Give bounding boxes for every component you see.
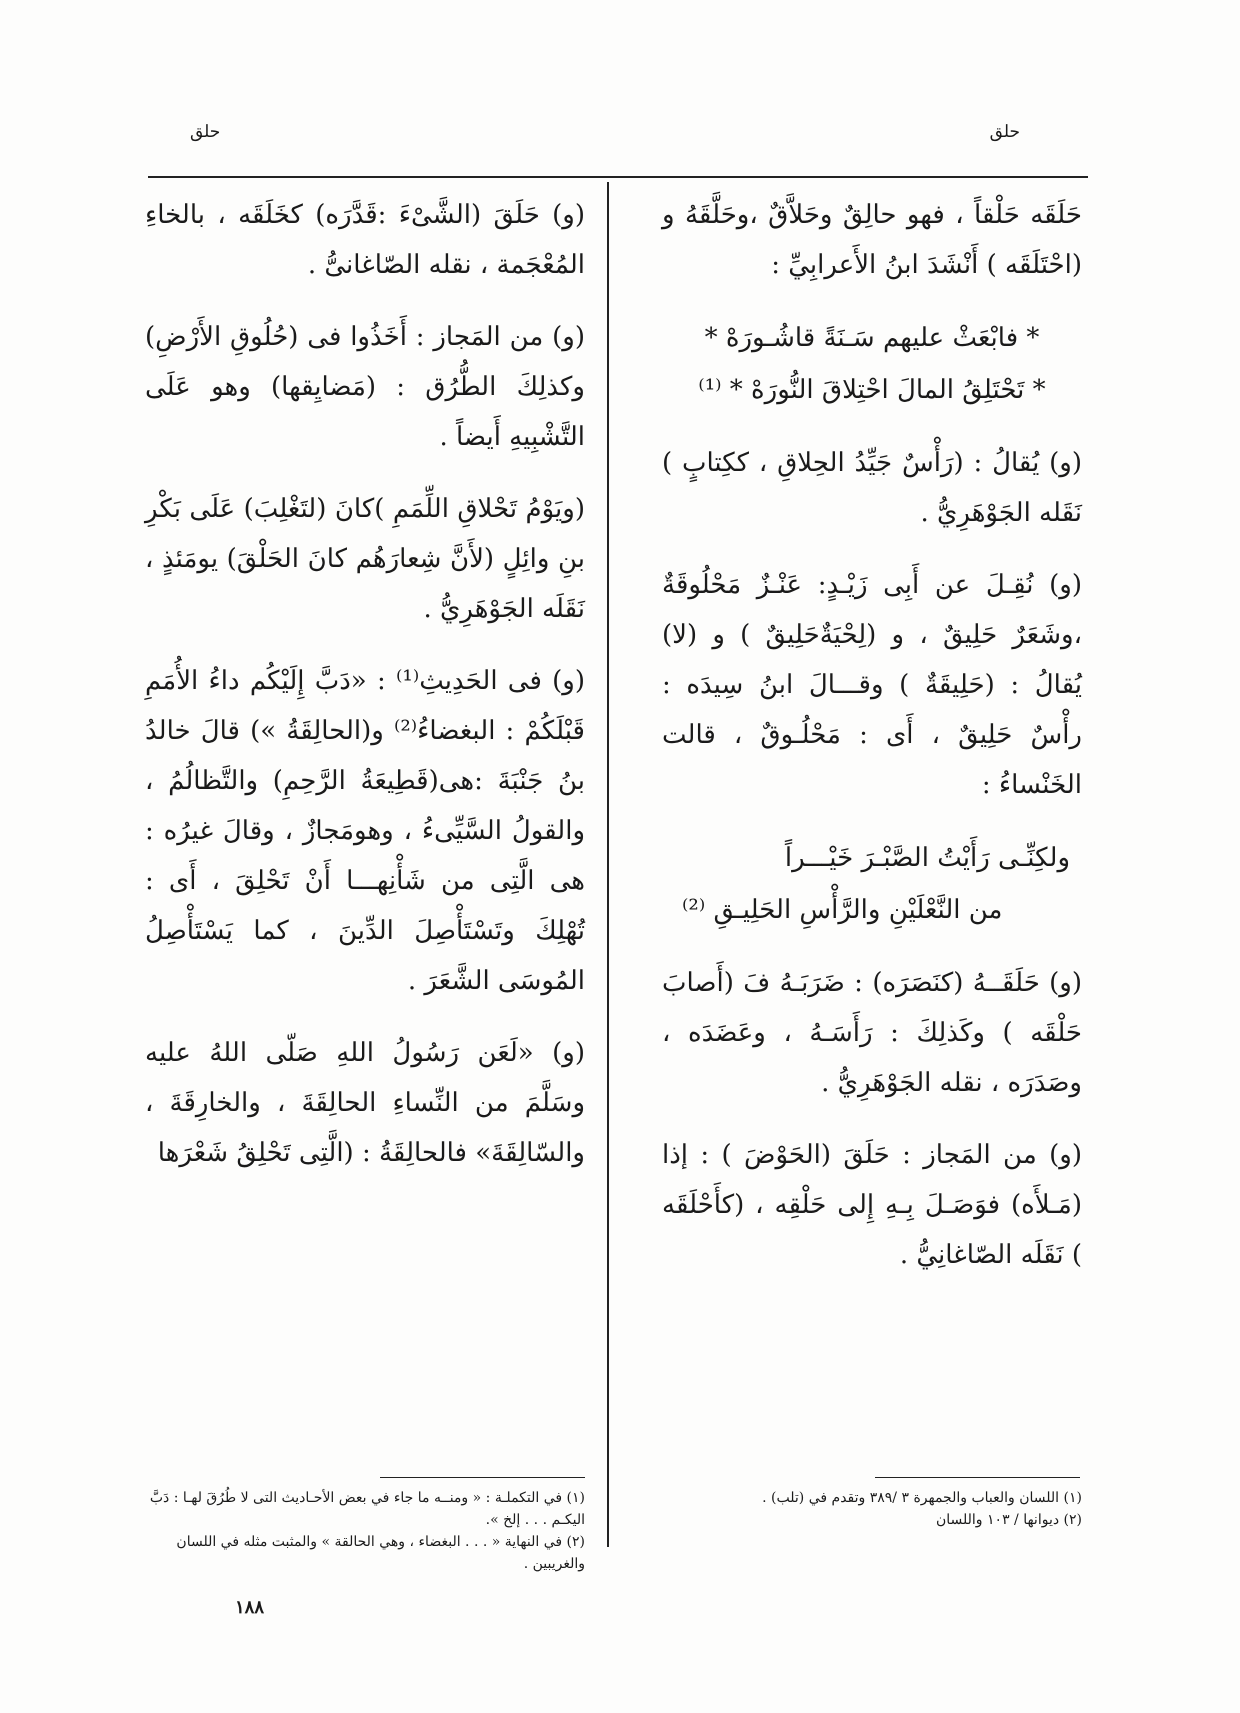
couplet	[662, 832, 1082, 936]
paragraph: (و) حَلَقَــهُ (كنَصَرَه) : ضَرَبَـهُ فَ (أَصابَ حَلْقَه ) وكَذلِكَ : رَأَسَـهُ ، وعَضَدَه ، وصَدَرَه ، نقله الجَوْهَرِيُّ .	[662, 968, 1082, 1098]
verse-line: * تَحْتَلِقُ المالَ احْتِلاقَ النُّورَهْ * ⁽¹⁾	[698, 375, 1046, 405]
left-column	[145, 190, 585, 1200]
verse-block	[662, 312, 1082, 416]
footnote: (٢) في النهاية « . . . البغضاء ، وهي الحالقة » والمثبت مثله في اللسان والغريبين .	[176, 1534, 585, 1572]
footnotes-right	[662, 1487, 1082, 1531]
running-head-left: حلق	[190, 122, 221, 142]
footnote-rule	[380, 1477, 585, 1478]
paragraph: (و) من المَجاز : أَخَذُوا فى (حُلُوقِ الأَرْضِ) وكذلِكَ الطُّرُق : (مَضايِقها) وهو عَلَى التَّشْبِيهِ أَيضاً .	[145, 322, 585, 452]
paragraph: (و) «لَعَن رَسُولُ اللهِ صَلّى اللهُ عليه وسَلَّمَ من النِّساءِ الحالِقَةَ ، والخارِقَةَ ، والسّالِقَةَ» فالحالِقَةُ : (الَّتِى تَحْلِقُ شَعْرَها	[145, 1038, 585, 1168]
paragraph: حَلَقَه حَلْقاً ، فهو حالِقٌ وحَلاَّقٌ ،وحَلَّقَهُ و (احْتَلَقَه ) أَنْشَدَ ابنُ الأَعرابِيِّ :	[662, 200, 1082, 280]
right-column	[662, 190, 1082, 1302]
footnotes-left	[145, 1487, 585, 1575]
footnote: (٢) ديوانها / ١٠٣ واللسان	[935, 1512, 1082, 1528]
paragraph: (و) نُقِـلَ عن أَبِى زَيْـدٍ: عَنْـزٌ مَحْلُوقَةٌ ،وشَعَرٌ حَلِيقٌ ، و (لِحْيَةٌحَلِيقٌ ) و (لا) يُقالُ : (حَلِيقَةٌ ) وقـــالَ ابنُ سِيدَه : رأْسٌ حَلِيقٌ ، أَى : مَحْلُـوقٌ ، قالت الخَنْساءُ :	[662, 570, 1082, 800]
hemistich: ولكِنِّـى رَأَيْتُ الصَّبْـرَ خَيْـــراً	[784, 843, 1070, 873]
running-head-right: حلق	[989, 122, 1020, 142]
hemistich: من النَّعْلَيْنِ والرَّأْسِ الحَلِيـقِ ⁽²⁾	[682, 895, 1003, 925]
footnote-rule	[875, 1477, 1080, 1478]
verse-line: * فابْعَثْ عليهم سَـنَةً قاشُـورَهْ *	[704, 323, 1040, 353]
column-divider	[607, 182, 609, 1547]
paragraph: (و) حَلَقَ (الشَّىْءَ :قَدَّرَه) كخَلَقَه ، بالخاءِ المُعْجَمة ، نقله الصّاغانىُّ .	[145, 200, 585, 280]
paragraph: (ويَوْمُ تَحْلاقِ اللِّمَمِ )كانَ (لتَغْلِبَ) عَلَى بَكْرِ بنِ وائِلٍ (لأَنَّ شِعارَهُم كانَ الحَلْقَ) يومَئذٍ ، نَقَلَه الجَوْهَرِيُّ .	[145, 494, 585, 624]
paragraph: (و) يُقالُ : (رَأْسٌ جَيِّدُ الحِلاقِ ، ككِتابٍ ) نَقَله الجَوْهَرِيُّ .	[662, 448, 1082, 528]
footnote: (١) في التكملـة : « ومنــه ما جاء في بعض الأحـاديث التى لا طُرُقَ لهـا : دَبَّ اليكـم . . . إلخ ».	[149, 1490, 585, 1528]
paragraph: (و) من المَجاز : حَلَقَ (الحَوْضَ ) : إذا (مَـلأَه) فوَصَـلَ بِـهِ إِلى حَلْقِه ، (كأَحْلَقَه ) نَقَلَه الصّاغانِيُّ .	[662, 1140, 1082, 1270]
footnote: (١) اللسان والعباب والجمهرة ٣ /٣٨٩ وتقدم في (تلب) .	[762, 1490, 1082, 1506]
paragraph: (و) فى الحَدِيثِ⁽¹⁾ : «دَبَّ إِلَيْكُم داءُ الأُمَمِ قَبْلَكُمْ : البغضاءُ⁽²⁾ و(الحالِقَةُ ») قالَ خالدُ بنُ جَنْبَةَ :هى(قَطِيعَةُ الرَّحِمِ) والتَّظالُمُ ، والقولُ السَّيِّىءُ ، وهومَجازٌ ، وقالَ غيرُه : هى الَّتِى من شَأْنِهـــا أَنْ تَحْلِقَ ، أَى : تُهْلِكَ وتَسْتَأْصِلَ الدِّينَ ، كما يَسْتَأْصِلُ المُوسَى الشَّعَرَ .	[145, 666, 585, 996]
page-number: ١٨٨	[235, 1597, 265, 1618]
header-rule	[148, 176, 1088, 178]
